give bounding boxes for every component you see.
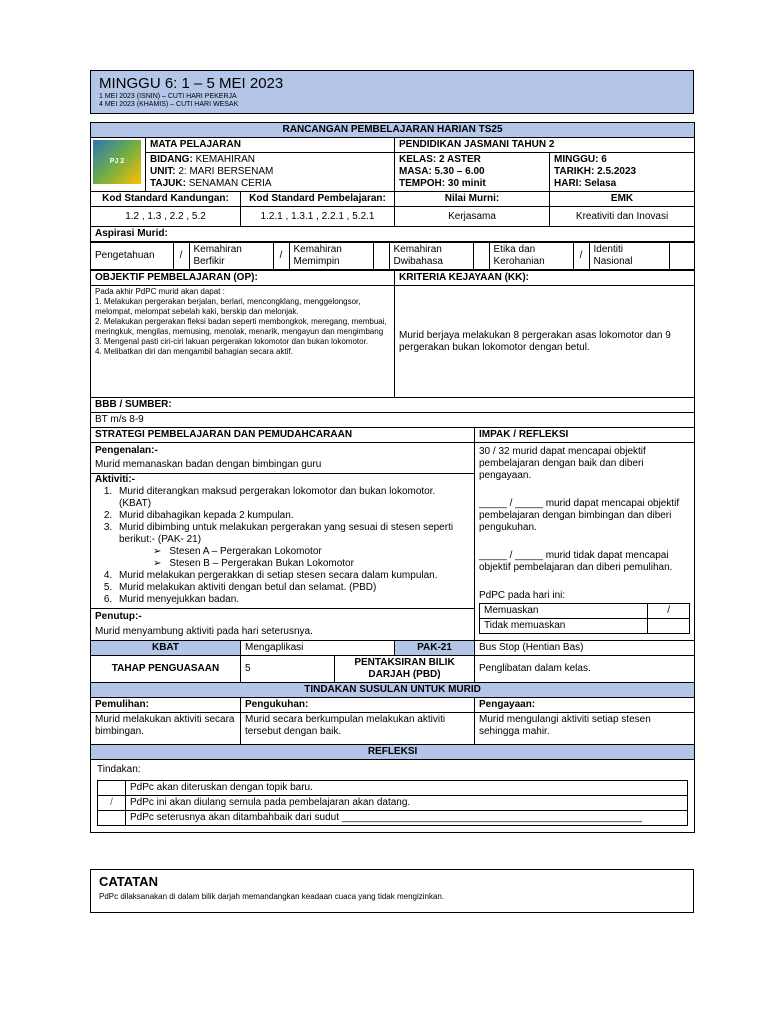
- mata-pelajaran-label: MATA PELAJARAN: [146, 138, 395, 153]
- ksk-label: Kod Standard Kandungan:: [91, 192, 241, 207]
- tindakan-mark: [98, 811, 126, 826]
- week-header: [90, 70, 694, 114]
- strategi-content: Pengenalan:- Murid memanaskan badan dengan bimbingan guru Aktiviti:- 1. Murid diterangkan maksud pergerakan lokomotor dan bukan lokomotor. (KBAT) 2. Murid dibahagikan kepada 2 kumpulan. 3. Murid dibimbing untuk melakukan pergerakan yang sesuai di stesen seperti berikut:- (PAK- 21) ➢ Stesen A – Pergerakan Lokomotor ➢ Stesen B – Pergerakan Bukan Lokomotor 4. Murid melakukan pergerakkan di setiap stesen secara dalam kumpulan. 5. Murid melakukan aktiviti dengan betul dan selamat. (PBD) 6. Murid menyejukkan badan. Penutup:- Murid menyambung aktiviti pada hari seterusnya.: [91, 443, 475, 641]
- memuaskan-label: Memuaskan: [480, 604, 648, 619]
- emk-label: EMK: [550, 192, 695, 207]
- rph-table: [90, 122, 695, 833]
- aspirasi-row: [91, 242, 695, 271]
- tidak-memuaskan-label: Tidak memuaskan: [480, 619, 648, 634]
- kk-label: KRITERIA KEJAYAAN (KK):: [395, 271, 695, 286]
- op-content: Pada akhir PdPC murid akan dapat : 1. Melakukan pergerakan berjalan, berlari, mencongklang, menggelongsor, melompat, melompat sebelah kaki, berskip dan melonjak. 2. Melakukan pergerakan fleksi badan seperti membongkok, meregang, membuai, meringkuk, mengilas, memusing, menolak, menarik, mengayun dan mengimbang 3. Mengenal pasti ciri-ciri lakuan pergerakan lokomotor dan bukan lokomotor. 4. Melibatkan diri dan mengambil bahagian secara aktif.: [91, 286, 395, 398]
- aspirasi-item: Etika dan Kerohanian: [489, 243, 573, 270]
- aspirasi-item: Kemahiran Memimpin: [289, 243, 373, 270]
- ksp-value: 1.2.1 , 1.3.1 , 2.2.1 , 5.2.1: [241, 207, 395, 227]
- kbat-value: Mengaplikasi: [241, 641, 395, 656]
- nilai-label: Nilai Murni:: [395, 192, 550, 207]
- tindakan-mark: [98, 781, 126, 796]
- pak-label: PAK-21: [395, 641, 475, 656]
- pengayaan-value: Murid mengulangi aktiviti setiap stesen sehingga mahir.: [475, 713, 695, 745]
- impak-label: IMPAK / REFLEKSI: [475, 428, 695, 443]
- subject-name: PENDIDIKAN JASMANI TAHUN 2: [395, 138, 695, 153]
- aspirasi-mark: /: [173, 243, 189, 270]
- aspirasi-table: [91, 242, 695, 270]
- aspirasi-mark: [669, 243, 695, 270]
- ksp-label: Kod Standard Pembelajaran:: [241, 192, 395, 207]
- kk-content: Murid berjaya melakukan 8 pergerakan asas lokomotor dan 9 pergerakan bukan lokomotor dengan betul.: [395, 286, 695, 398]
- pengukuhan-value: Murid secara berkumpulan melakukan aktiviti tersebut dengan baik.: [241, 713, 475, 745]
- kbat-label: KBAT: [91, 641, 241, 656]
- catatan-box: [90, 869, 694, 913]
- pbd-label: PENTAKSIRAN BILIK DARJAH (PBD): [335, 656, 475, 683]
- aspirasi-item: Identiti Nasional: [589, 243, 669, 270]
- aspirasi-mark: [373, 243, 389, 270]
- aspirasi-mark: /: [573, 243, 589, 270]
- tahap-value: 5: [241, 656, 335, 683]
- tindakan-text: PdPc seterusnya akan ditambahbaik dari sudut ______________________________________________________: [126, 811, 688, 826]
- class-details: KELAS: 2 ASTER MASA: 5.30 – 6.00 TEMPOH: 30 minit: [395, 153, 550, 192]
- pj-logo-icon: PJ 2: [93, 140, 141, 184]
- op-label: OBJEKTIF PEMBELAJARAN (OP):: [91, 271, 395, 286]
- pemulihan-value: Murid melakukan aktiviti secara bimbingan.: [91, 713, 241, 745]
- susulan-label: TINDAKAN SUSULAN UNTUK MURID: [91, 683, 695, 698]
- week-title: MINGGU 6: 1 – 5 MEI 2023: [99, 75, 284, 92]
- date-details: MINGGU: 6 TARIKH: 2.5.2023 HARI: Selasa: [550, 153, 695, 192]
- aspirasi-item: Kemahiran Dwibahasa: [389, 243, 473, 270]
- tindakan-table: [97, 780, 688, 826]
- emk-value: Kreativiti dan Inovasi: [550, 207, 695, 227]
- memuaskan-mark: /: [648, 604, 690, 619]
- tidak-memuaskan-mark: [648, 619, 690, 634]
- aspirasi-mark: /: [273, 243, 289, 270]
- nilai-value: Kerjasama: [395, 207, 550, 227]
- catatan-text: PdPc dilaksanakan di dalam bilik darjah memandangkan keadaan cuaca yang tidak mengizinkan.: [99, 892, 445, 901]
- rph-title: RANCANGAN PEMBELAJARAN HARIAN TS25: [91, 123, 695, 138]
- topic-details: BIDANG: KEMAHIRAN UNIT: 2: MARI BERSENAM TAJUK: SENAMAN CERIA: [146, 153, 395, 192]
- aspirasi-mark: [473, 243, 489, 270]
- strategi-label: STRATEGI PEMBELAJARAN DAN PEMUDAHCARAAN: [91, 428, 475, 443]
- pbd-value: Penglibatan dalam kelas.: [475, 656, 695, 683]
- aspirasi-label: Aspirasi Murid:: [91, 227, 695, 242]
- ksk-value: 1.2 , 1.3 , 2.2 , 5.2: [91, 207, 241, 227]
- tindakan-mark: /: [98, 796, 126, 811]
- refleksi-content: Tindakan: PdPc akan diteruskan dengan topik baru. / PdPc ini akan diulang semula pada pembelajaran akan datang. PdPc seterusnya akan ditambahbaik dari sudut ______________________________________________________: [91, 760, 695, 833]
- pengayaan-label: Pengayaan:: [475, 698, 695, 713]
- aspirasi-item: Pengetahuan: [91, 243, 173, 270]
- holiday-note: 1 MEI 2023 (ISNIN) – CUTI HARI PEKERJA: [99, 93, 237, 100]
- pengukuhan-label: Pengukuhan:: [241, 698, 475, 713]
- tindakan-text: PdPc ini akan diulang semula pada pembelajaran akan datang.: [126, 796, 688, 811]
- bbb-value: BT m/s 8-9: [91, 413, 695, 428]
- refleksi-label: REFLEKSI: [91, 745, 695, 760]
- impak-content: 30 / 32 murid dapat mencapai objektif pembelajaran dengan baik dan diberi pengayaan. _____ / _____ murid dapat mencapai objektif pembelajaran dengan bimbingan dan diberi pengukuhan. _____ / _____ murid tidak dapat mencapai objektif pembelajaran dan diberi pemulihan. PdPC pada hari ini: Memuaskan / Tidak memuaskan: [475, 443, 695, 641]
- aspirasi-item: Kemahiran Berfikir: [189, 243, 273, 270]
- pak-value: Bus Stop (Hentian Bas): [475, 641, 695, 656]
- catatan-title: CATATAN: [99, 874, 158, 889]
- tahap-label: TAHAP PENGUASAAN: [91, 656, 241, 683]
- bbb-label: BBB / SUMBER:: [91, 398, 695, 413]
- subject-logo-cell: [91, 138, 146, 192]
- pdpc-status-table: [479, 603, 690, 634]
- holiday-note: 4 MEI 2023 (KHAMIS) – CUTI HARI WESAK: [99, 101, 239, 108]
- pemulihan-label: Pemulihan:: [91, 698, 241, 713]
- tindakan-text: PdPc akan diteruskan dengan topik baru.: [126, 781, 688, 796]
